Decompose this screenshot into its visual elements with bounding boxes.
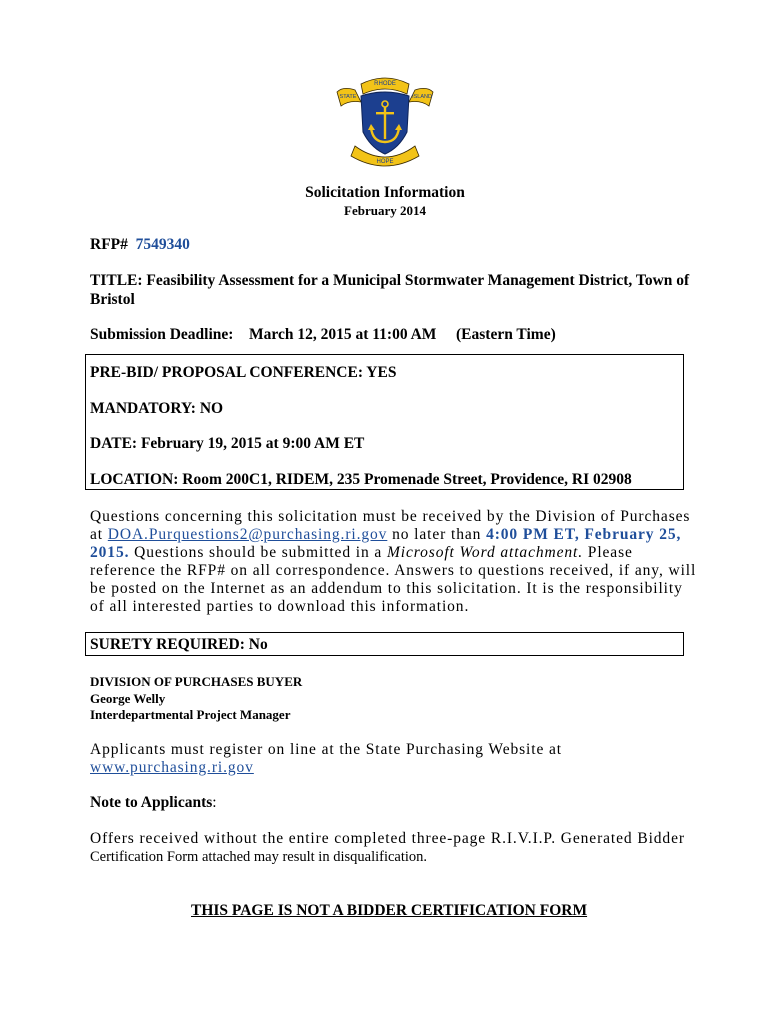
rfp-label: RFP# [90, 236, 128, 253]
deadline-value: March 12, 2015 at 11:00 AM [249, 326, 437, 343]
note-heading-line [90, 794, 217, 812]
deadline-zone: (Eastern Time) [456, 326, 556, 343]
questions-line-5: be posted on the Internet as an addendum to this solicitation. It is the responsibility [90, 580, 683, 597]
questions-submit-text: Questions should be submitted in a [134, 544, 383, 561]
not-certification-notice: THIS PAGE IS NOT A BIDDER CERTIFICATION FORM [191, 902, 588, 919]
questions-at: at [90, 526, 103, 543]
surety-required: SURETY REQUIRED: No [90, 636, 268, 653]
questions-due-date: 4:00 PM ET, February 25, [486, 526, 682, 543]
title-line-1: TITLE: Feasibility Assessment for a Municipal Stormwater Management District, Town of [90, 272, 690, 289]
questions-due-year: 2015. [90, 544, 130, 561]
buyer-name: George Welly [90, 691, 166, 706]
questions-line-6: of all interested parties to download this information. [90, 598, 470, 615]
solicitation-date: February 2014 [344, 203, 426, 218]
buyer-role: Interdepartmental Project Manager [90, 707, 291, 722]
note-colon: : [212, 794, 217, 811]
deadline-label: Submission Deadline: [90, 326, 234, 343]
rfp-number: 7549340 [135, 236, 190, 253]
questions-line-1: Questions concerning this solicitation must be received by the Division of Purchases [90, 508, 691, 525]
questions-line-3 [90, 544, 633, 562]
register-url-line [90, 759, 254, 777]
conference-date: DATE: February 19, 2015 at 9:00 AM ET [90, 435, 365, 452]
questions-line-4: reference the RFP# on all correspondence. Answers to questions received, if any, will [90, 562, 697, 579]
register-line: Applicants must register on line at the State Purchasing Website at [90, 741, 563, 758]
note-heading: Note to Applicants [90, 794, 213, 811]
purchasing-website-link[interactable]: www.purchasing.ri.gov [90, 759, 254, 776]
seal-banner-top: RHODE [374, 81, 396, 87]
questions-word-attachment: Microsoft Word attachment. [386, 544, 584, 561]
solicitation-title: Solicitation Information [305, 184, 465, 201]
note-line-1: Offers received without the entire completed three-page R.I.V.I.P. Generated Bidder [90, 830, 685, 847]
state-seal-logo [333, 72, 437, 168]
note-line-2: Certification Form attached may result in disqualification. [90, 849, 428, 865]
seal-banner-bottom: HOPE [376, 159, 394, 165]
conference-location: LOCATION: Room 200C1, RIDEM, 235 Promenade Street, Providence, RI 02908 [90, 471, 632, 488]
questions-please: Please [587, 544, 633, 561]
buyer-heading: DIVISION OF PURCHASES BUYER [90, 674, 303, 689]
mandatory: MANDATORY: NO [90, 400, 224, 417]
rfp-line [90, 236, 190, 254]
seal-banner-right: ISLAND [412, 94, 432, 100]
questions-no-later: no later than [392, 526, 482, 543]
questions-line-2 [90, 526, 681, 544]
title-line-2: Bristol [90, 291, 135, 308]
questions-email-link[interactable]: DOA.Purquestions2@purchasing.ri.gov [107, 526, 388, 543]
prebid-conference: PRE-BID/ PROPOSAL CONFERENCE: YES [90, 364, 397, 381]
seal-banner-left: STATE [339, 94, 357, 100]
